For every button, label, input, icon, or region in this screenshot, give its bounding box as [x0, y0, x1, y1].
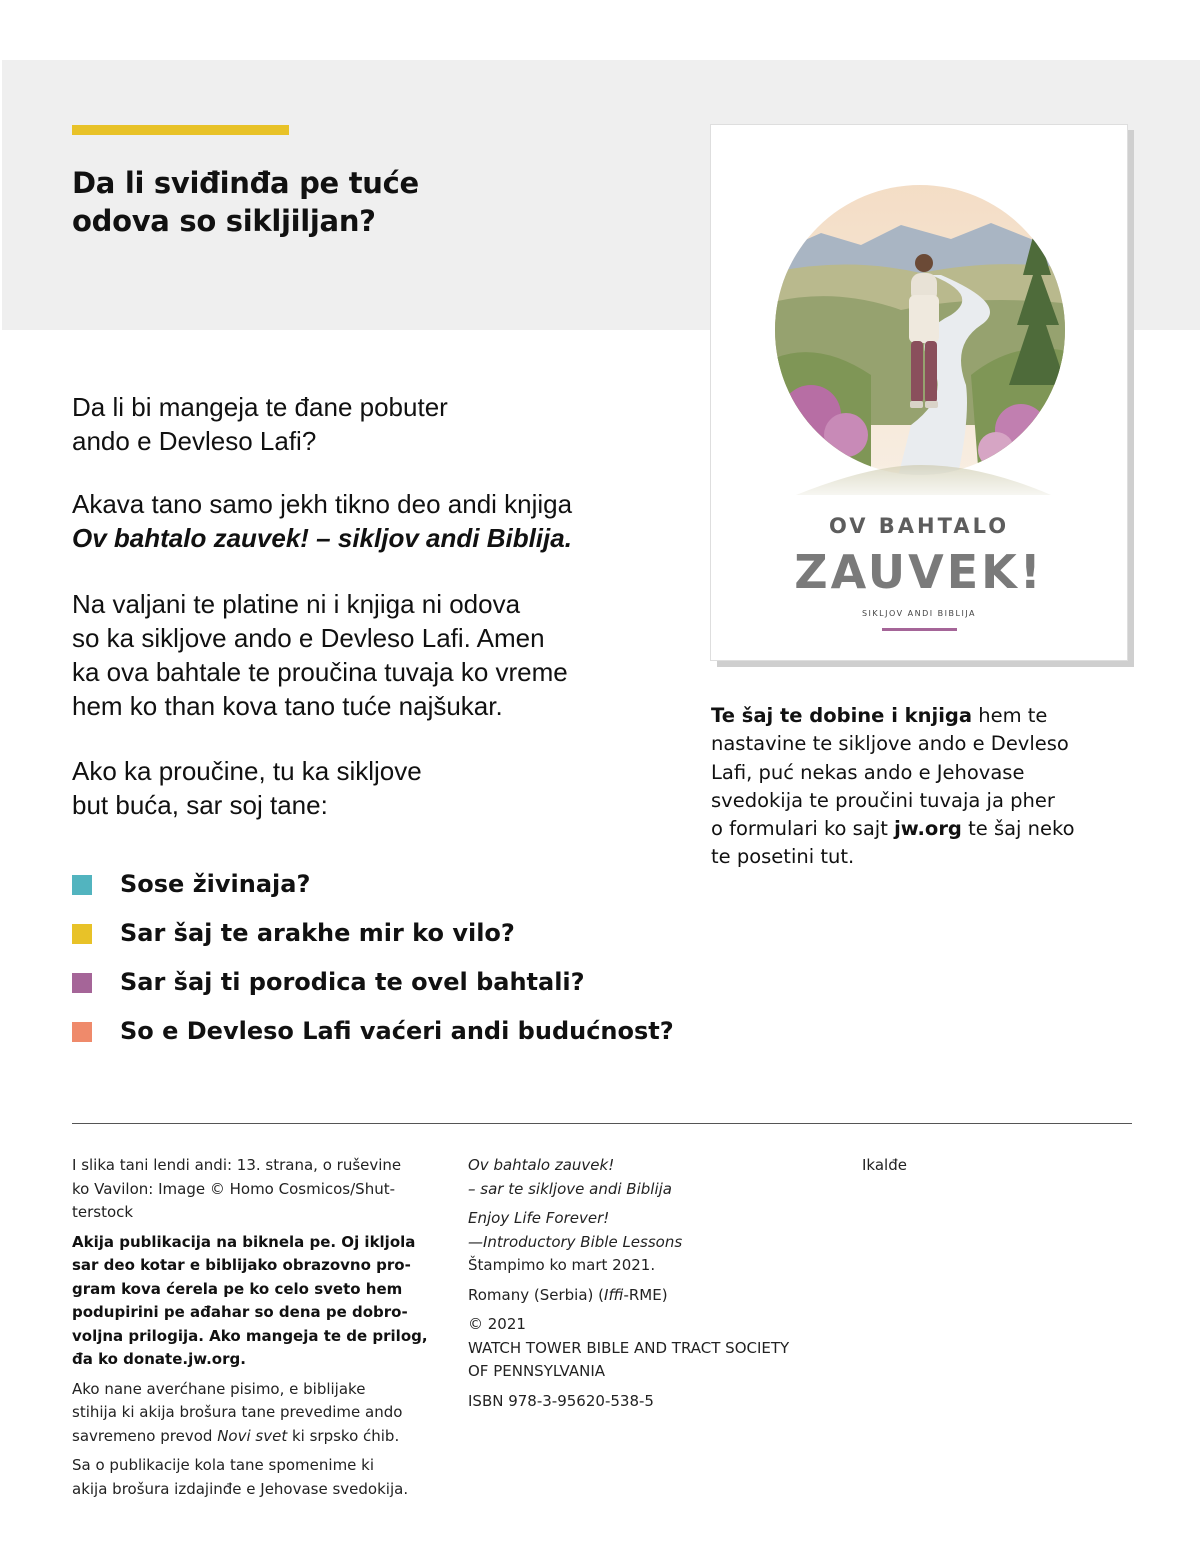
- text-line: terstock: [72, 1203, 134, 1221]
- footer-divider: [72, 1123, 1132, 1124]
- text-span: Iffi: [604, 1285, 624, 1304]
- text-line: © 2021: [468, 1315, 526, 1333]
- text-span: ki srpsko ćhib.: [287, 1426, 400, 1445]
- text-line: WATCH TOWER BIBLE AND TRACT SOCIETY: [468, 1338, 790, 1357]
- question-text: Sar šaj ti porodica te ovel bahtali?: [120, 968, 585, 996]
- list-item: [72, 962, 674, 1011]
- text-line: Sa o publikacije kola tane spomenime ki: [72, 1456, 375, 1474]
- text-line: Ako ka proučine, tu ka sikljove: [72, 756, 422, 786]
- publisher-note: [72, 1454, 442, 1501]
- question-text: Sose živinaja?: [120, 870, 311, 898]
- cover-title-main: ZAUVEK!: [794, 545, 1044, 599]
- text-line: so ka sikljove ando e Devleso Lafi. Amen: [72, 623, 545, 653]
- isbn: [468, 1390, 838, 1414]
- text-line: gram kova ćerela pe ko celo sveto hem: [72, 1279, 403, 1298]
- text-line: podupirini pe ađahar so dena pe dobro-: [72, 1303, 408, 1321]
- text-span: o formulari ko sajt: [711, 817, 895, 841]
- text-line: nastavine te sikljove ando e Devleso: [711, 732, 1069, 756]
- list-item: [72, 1011, 674, 1060]
- text-span: te šaj neko: [961, 817, 1075, 841]
- page-title: [72, 164, 632, 240]
- text-span: -RME): [623, 1285, 668, 1304]
- text-line: voljna prilogija. Ako mangeja te de prilog,: [72, 1326, 428, 1345]
- text-span: Romany (Serbia) (: [468, 1285, 605, 1304]
- footer-column-2: [468, 1154, 838, 1419]
- text-line: stihija ki akija brošura tane prevedime ando: [72, 1403, 403, 1421]
- print-date: Štampimo ko mart 2021.: [468, 1256, 656, 1274]
- text-line: Enjoy Life Forever!: [468, 1209, 610, 1227]
- text-line: [468, 1284, 838, 1308]
- bullet-square-icon: [72, 875, 92, 895]
- text-line: Da li bi mangeja te đane pobuter: [72, 392, 448, 422]
- bible-translation-note: [72, 1378, 442, 1449]
- text-line: ka ova bahtale te proučina tuvaja ko vreme: [72, 657, 568, 687]
- text-line: Lafi, puć nekas ando e Jehovase: [711, 760, 1025, 784]
- text-span: hem te: [972, 704, 1048, 727]
- text-span: savremeno prevod: [72, 1426, 218, 1445]
- footer-column-3: [862, 1154, 1062, 1178]
- copyright: [468, 1313, 838, 1384]
- side-note: [711, 702, 1111, 872]
- text-line: —Introductory Bible Lessons: [468, 1232, 683, 1251]
- text-line: Ikalđe: [862, 1156, 907, 1174]
- book-title: Ov bahtalo zauvek! – sikljov andi Biblija.: [72, 523, 572, 553]
- list-item: [72, 864, 674, 913]
- question-list: [72, 864, 674, 1060]
- list-item: [72, 913, 674, 962]
- question-text: Sar šaj te arakhe mir ko vilo?: [120, 919, 515, 947]
- book-cover: [710, 124, 1128, 661]
- website-link[interactable]: jw.org: [894, 817, 962, 841]
- text-line: hem ko than kova tano tuće najšukar.: [72, 691, 503, 721]
- accent-bar: [72, 125, 289, 135]
- text-line: sar deo kotar e biblijako obrazovno pro-: [72, 1256, 411, 1274]
- text-line: svedokija te proučini tuvaja ja pher: [711, 788, 1055, 812]
- text-line: Akava tano samo jekh tikno deo andi knjiga: [72, 489, 573, 519]
- text-line: Ako nane averćhane pisimo, e biblijake: [72, 1379, 366, 1398]
- intro-paragraph-1: [72, 390, 448, 458]
- text-line: ISBN 978-3-95620-538-5: [468, 1391, 654, 1410]
- text-line: – sar te sikljove andi Biblija: [468, 1179, 672, 1198]
- bullet-square-icon: [72, 924, 92, 944]
- language-code: [468, 1284, 838, 1308]
- bullet-square-icon: [72, 973, 92, 993]
- text-line: I slika tani lendi andi: 13. strana, o ruševine: [72, 1156, 402, 1174]
- question-text: So e Devleso Lafi vaćeri andi budućnost?: [120, 1017, 674, 1045]
- side-note-bold: Te šaj te dobine i knjiga: [711, 704, 973, 727]
- cover-illustration: [751, 165, 1089, 505]
- text-line: [711, 815, 1111, 843]
- text-line: ko Vavilon: Image © Homo Cosmicos/Shut-: [72, 1179, 395, 1198]
- page-title-line-2: odova so sikljiljan?: [72, 204, 376, 238]
- intro-paragraph-3: [72, 587, 568, 723]
- text-line: but buća, sar soj tane:: [72, 790, 328, 820]
- publication-title-rme: [468, 1154, 838, 1201]
- footer-column-1: [72, 1154, 442, 1507]
- donation-note: [72, 1231, 442, 1372]
- bullet-square-icon: [72, 1022, 92, 1042]
- image-credit: [72, 1154, 442, 1225]
- text-line: Akija publikacija na biknela pe. Oj ikljola: [72, 1232, 416, 1251]
- text-line: te posetini tut.: [711, 845, 855, 869]
- translation-name: Novi svet: [217, 1426, 288, 1445]
- cover-accent-line: [882, 628, 957, 631]
- text-line: ando e Devleso Lafi?: [72, 426, 317, 456]
- text-line: đa ko donate.jw.org.: [72, 1350, 246, 1368]
- text-line: Na valjani te platine ni i knjiga ni odova: [72, 589, 521, 619]
- text-line: [72, 1425, 442, 1449]
- cover-title-top: OV BAHTALO: [828, 514, 1010, 538]
- text-line: akija brošura izdajinđe e Jehovase svedokija.: [72, 1479, 409, 1498]
- page-title-line-1: Da li sviđinđa pe tuće: [72, 166, 419, 200]
- text-line: OF PENNSYLVANIA: [468, 1362, 606, 1380]
- cover-subtitle: SIKLJOV ANDI BIBLIJA: [861, 609, 977, 618]
- text-line: [711, 702, 1111, 730]
- text-line: Ov bahtalo zauvek!: [468, 1156, 615, 1174]
- intro-paragraph-4: [72, 754, 422, 822]
- intro-paragraph-2: [72, 487, 572, 555]
- publication-title-en: [468, 1207, 838, 1278]
